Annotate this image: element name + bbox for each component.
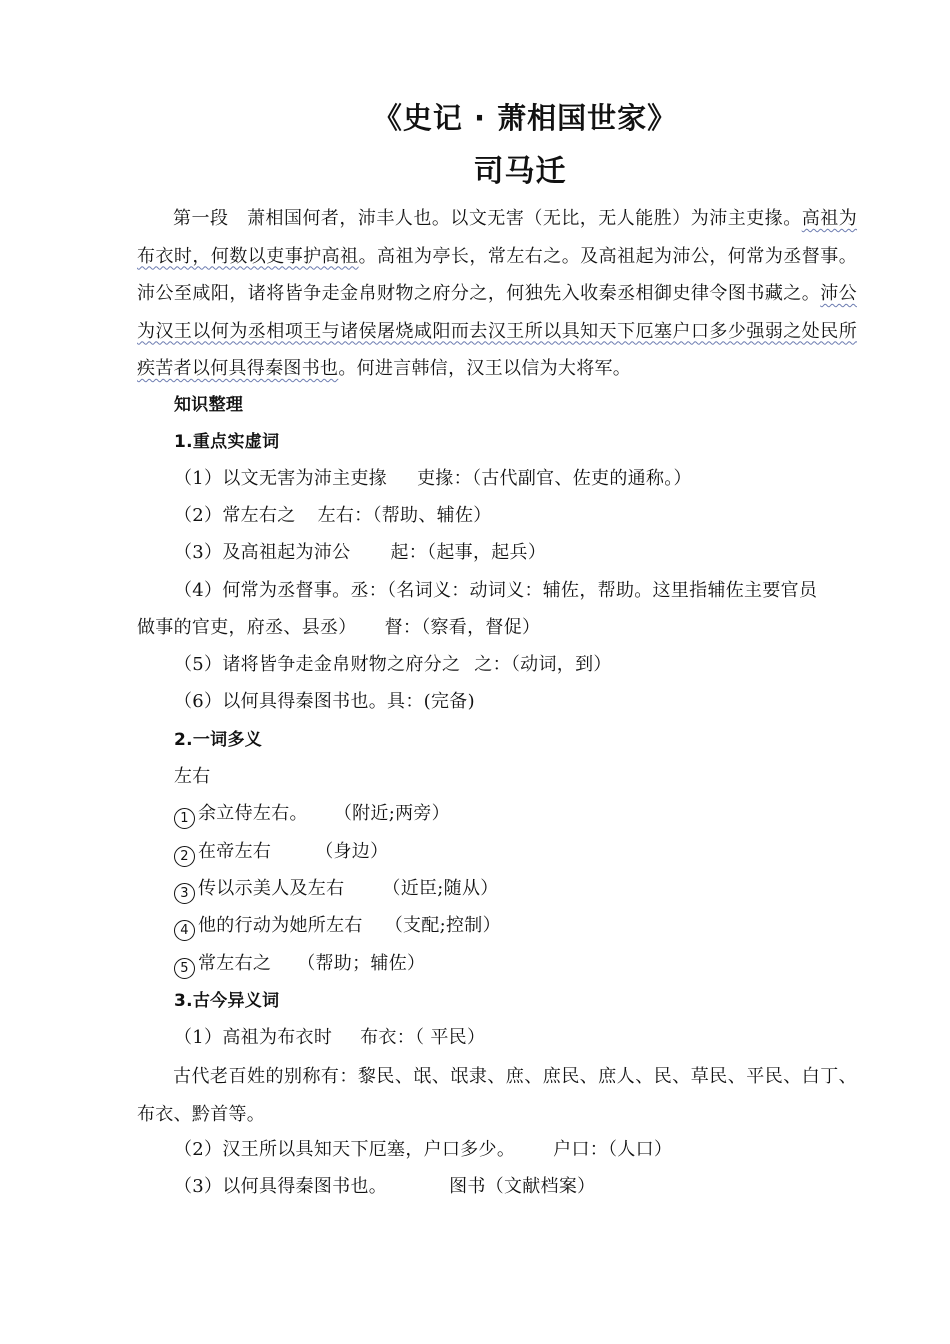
circled-number: 5 xyxy=(174,958,195,979)
section3-heading: 3.古今异义词 xyxy=(174,991,280,1011)
circled-number: 1 xyxy=(174,808,195,829)
list-item: （3）及高祖起为沛公 起：（起事，起兵） xyxy=(174,542,547,563)
section1-heading: 1.重点实虚词 xyxy=(174,432,280,452)
passage-wavy-2: 沛公为汉王以何为丞相项王与诸侯屠烧咸阳而去汉王所以具知天下厄塞户口多少强弱之处民所疾苦者以何具得秦图书也 xyxy=(137,283,857,379)
list-item: （3）以何具得秦图书也。 图书（文献档案） xyxy=(174,1176,596,1197)
list-item: （5）诸将皆争走金帛财物之府分之 之：（动词，到） xyxy=(174,654,612,675)
section2-heading: 2.一词多义 xyxy=(174,730,263,750)
passage-text-3: 。何进言韩信，汉王以信为大将军。 xyxy=(338,358,632,379)
list-item: 2 在帝左右 （身边） xyxy=(174,839,894,867)
list-item: 4 他的行动为她所左右 （支配;控制） xyxy=(174,913,894,941)
circled-number: 4 xyxy=(174,920,195,941)
circled-number: 3 xyxy=(174,883,195,904)
document-title: 《史记 · 萧相国世家》 xyxy=(372,101,678,135)
list-item: 做事的官吏，府丞、县丞） 督：（察看，督促） xyxy=(137,617,541,638)
list-item: 3 传以示美人及左右 （近臣;随从） xyxy=(174,876,894,904)
list-item: （1）以文无害为沛主吏掾 吏掾：（古代副官、佐吏的通称。） xyxy=(174,468,692,489)
passage-text-1: 第一段 萧相国何者，沛丰人也。以文无害（无比，无人能胜）为沛主吏掾。 xyxy=(173,208,802,229)
list-item: 1 余立侍左右。 （附近;两旁） xyxy=(174,801,894,829)
polysemy-word: 左右 xyxy=(174,766,211,787)
list-item: （2）常左右之 左右：（帮助、辅佐） xyxy=(174,505,492,526)
circled-number: 2 xyxy=(174,846,195,867)
note-paragraph: 古代老百姓的别称有：黎民、氓、氓隶、庶、庶民、庶人、民、草民、平民、白丁、布衣、黔首等。 xyxy=(137,1066,857,1125)
document-author: 司马迁 xyxy=(473,154,567,189)
list-item: （4）何常为丞督事。丞：（名词义：动词义：辅佐，帮助。这里指辅佐主要官员 xyxy=(174,580,818,601)
knowledge-heading: 知识整理 xyxy=(174,395,244,415)
list-item: （1）高祖为布衣时 布衣：（ 平民） xyxy=(174,1027,486,1048)
list-item: 5 常左右之 （帮助；辅佐） xyxy=(174,951,894,979)
passage-wavy-1: 高祖为布衣时，何数以吏事护高祖 xyxy=(137,208,858,267)
list-item: （2）汉王所以具知天下厄塞，户口多少。 户口：（人口） xyxy=(174,1139,673,1160)
passage-text-2: 。高祖为亭长，常左右之。及高祖起为沛公，何常为丞督事。沛公至咸阳，诸将皆争走金帛财物之府分之，何独先入收秦丞相御史律令图书藏之。 xyxy=(137,245,857,304)
list-item: （6）以何具得秦图书也。具：(完备) xyxy=(174,691,475,712)
passage-paragraph xyxy=(137,200,857,388)
